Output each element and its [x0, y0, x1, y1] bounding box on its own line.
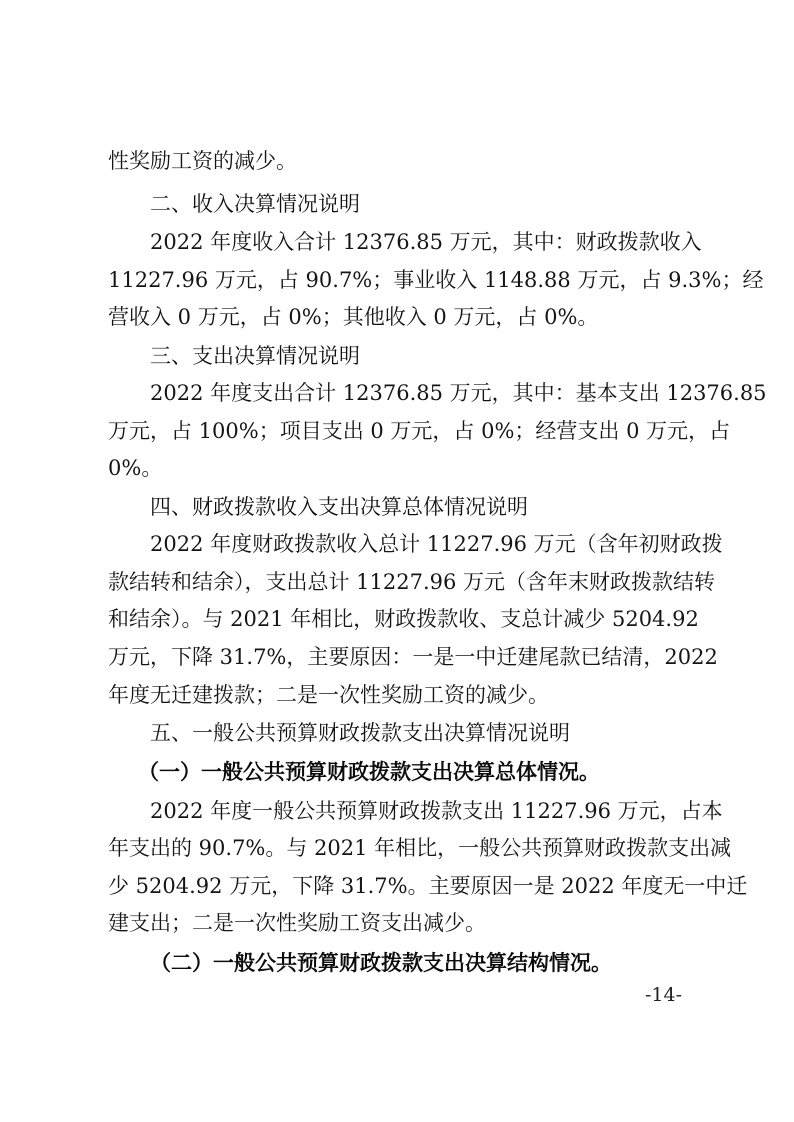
- paragraph-line: 营收入 0 万元，占 0%；其他收入 0 万元，占 0%。: [108, 305, 599, 329]
- paragraph-line: 年支出的 90.7%。与 2021 年相比，一般公共预算财政拨款支出减: [108, 836, 732, 860]
- paragraph-line: 少 5204.92 万元，下降 31.7%。主要原因一是 2022 年度无一中迁: [108, 874, 748, 898]
- paragraph-line: 年度无迁建拨款；二是一次性奖励工资的减少。: [108, 683, 549, 707]
- paragraph-line: 2022 年度收入合计 12376.85 万元，其中：财政拨款收入: [150, 230, 702, 254]
- section-heading-income: 二、收入决算情况说明: [150, 192, 360, 216]
- subsection-heading-structure: （二）一般公共预算财政拨款支出决算结构情况。: [150, 950, 612, 975]
- paragraph-line: 性奖励工资的减少。: [108, 149, 297, 173]
- paragraph-line: 11227.96 万元，占 90.7%；事业收入 1148.88 万元，占 9.3%；经: [108, 268, 764, 292]
- paragraph-line: 2022 年度财政拨款收入总计 11227.96 万元（含年初财政拨: [150, 532, 723, 556]
- subsection-heading-overall: （一）一般公共预算财政拨款支出决算总体情况。: [138, 759, 600, 784]
- paragraph-line: 和结余）。与 2021 年相比，财政拨款收、支总计减少 5204.92: [108, 607, 699, 631]
- paragraph-line: 建支出；二是一次性奖励工资支出减少。: [108, 911, 486, 935]
- paragraph-line: 0%。: [108, 456, 163, 480]
- section-heading-general-budget: 五、一般公共预算财政拨款支出决算情况说明: [150, 721, 570, 745]
- section-heading-expenditure: 三、支出决算情况说明: [150, 344, 360, 368]
- paragraph-line: 万元，下降 31.7%，主要原因：一是一中迁建尾款已结清，2022: [108, 645, 718, 669]
- page-number: -14-: [645, 984, 683, 1006]
- section-heading-fiscal-allocation: 四、财政拨款收入支出决算总体情况说明: [150, 495, 528, 519]
- paragraph-line: 万元，占 100%；项目支出 0 万元，占 0%；经营支出 0 万元，占: [108, 419, 731, 443]
- paragraph-line: 2022 年度一般公共预算财政拨款支出 11227.96 万元，占本: [150, 799, 723, 823]
- paragraph-line: 款结转和结余），支出总计 11227.96 万元（含年末财政拨款结转: [108, 570, 716, 594]
- paragraph-line: 2022 年度支出合计 12376.85 万元，其中：基本支出 12376.85: [150, 381, 767, 405]
